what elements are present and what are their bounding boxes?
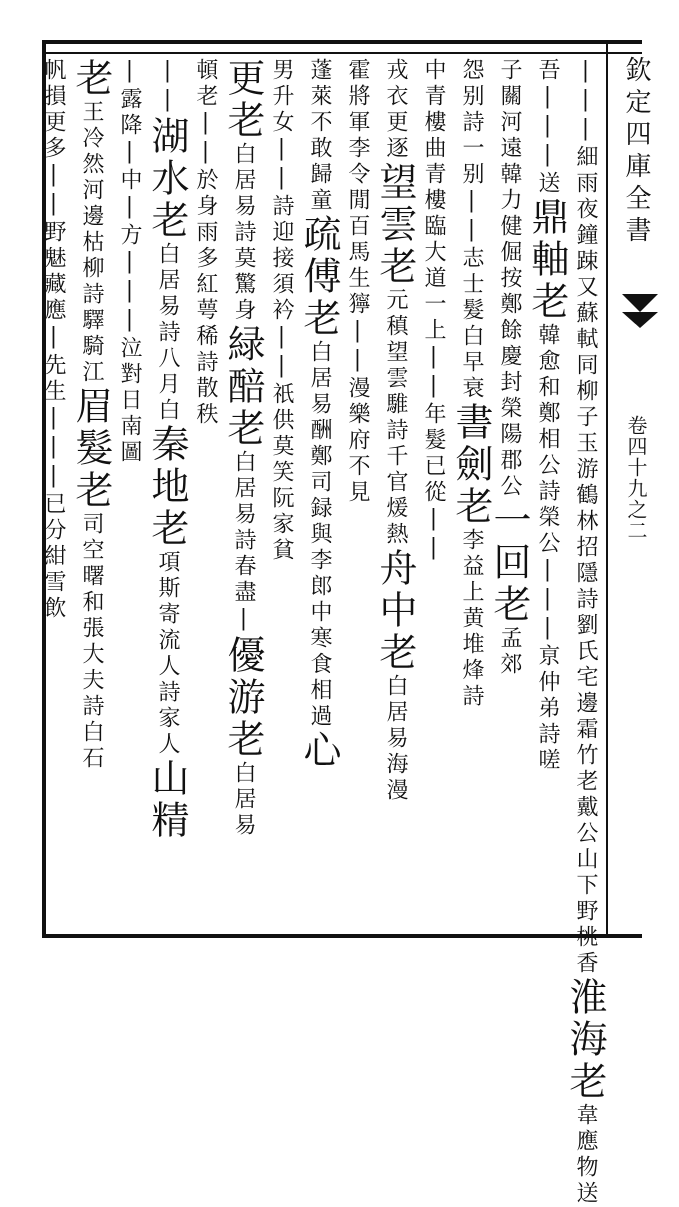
- entry-heading: 更老: [221, 58, 265, 142]
- entry-text: 仲弟詩嗟: [535, 670, 560, 774]
- entry-heading: 眉髮老: [69, 386, 113, 512]
- entry-text: 年髮已從||: [421, 402, 446, 564]
- entry-text: 頓老||: [193, 58, 218, 168]
- entry-heading: 山精: [145, 758, 189, 842]
- entry-heading: 淮海老: [563, 977, 607, 1103]
- divider-line: [42, 52, 642, 54]
- entry-text: ||: [155, 58, 180, 116]
- entry-text: 韋應物送: [573, 1103, 598, 1207]
- entry-heading: 一回老: [487, 500, 531, 626]
- entry-heading: 望雲老: [373, 162, 417, 288]
- entry-text: 祇供莫笑阮家貧: [269, 382, 294, 564]
- fish-tail-mark-icon: [620, 290, 660, 330]
- entry-text: 元稹望雲騅詩千官煖熱: [383, 288, 408, 548]
- entry-heading: 緑醅老: [221, 324, 265, 450]
- entry-text: 白居易酬鄭司録與李郎中寒食相過: [307, 340, 332, 730]
- entry-text: 司空曙和張大夫詩白石: [79, 512, 104, 772]
- entry-heading: 湖水老: [145, 116, 189, 242]
- entry-heading: 鼎軸老: [525, 197, 569, 323]
- entry-text: 雨多紅萼稀: [193, 220, 218, 350]
- entry-heading: 心: [297, 730, 341, 772]
- entry-text: 志士髮白早衰: [459, 246, 484, 402]
- entry-heading: 優游老: [221, 635, 265, 761]
- entry-heading: 舟中老: [373, 548, 417, 674]
- entry-text: 詩散秩: [193, 350, 218, 428]
- volume-label: 卷四十九之二: [624, 415, 648, 541]
- text-column: [30, 58, 76, 928]
- entry-text: 李令閒百馬生獰||: [345, 136, 370, 376]
- entry-text: 韓愈和鄭相公詩榮公|||: [535, 323, 560, 644]
- entry-text: 先生|||已分紺雪飲: [41, 353, 66, 622]
- entry-text: 李益上黄堆烽詩: [459, 528, 484, 710]
- entry-text: 子關河遠: [497, 58, 522, 162]
- entry-text: 怨别詩一别||: [459, 58, 484, 246]
- entry-heading: 書劍老: [449, 402, 493, 528]
- entry-text: 孟郊: [497, 626, 522, 678]
- entry-text: 吾|||: [535, 58, 560, 171]
- entry-text: 白居易詩莫驚身: [231, 142, 256, 324]
- entry-text: 送: [535, 171, 560, 197]
- entry-text: 招隱詩劉氏宅邊霜竹老戴公山下野桃香: [573, 535, 598, 977]
- entry-text: 帆損更多||野魅藏應|: [41, 58, 66, 353]
- entry-text: ||泣對日南圖: [117, 278, 142, 466]
- entry-text: 王冷然河邊枯柳詩驛騎江: [79, 100, 104, 386]
- entry-text: 蓬萊不敢歸童: [307, 58, 332, 214]
- entry-text: 白居易詩八月白: [155, 242, 180, 424]
- entry-text: |||細雨夜鐘踈又蘇軾同柳子玉游鶴林: [573, 58, 598, 535]
- entry-heading: 秦地老: [145, 424, 189, 550]
- entry-text: 白居易詩春盡|: [231, 450, 256, 635]
- entry-text: 白居易: [231, 761, 256, 839]
- entry-text: 韓力健倔按鄭餘慶封榮陽郡公: [497, 162, 522, 500]
- entry-text: 亰: [535, 644, 560, 670]
- entry-text: 詩迎接須衿||: [269, 194, 294, 382]
- entry-text: 霍將軍: [345, 58, 370, 136]
- entry-text: 白居易海漫: [383, 674, 408, 804]
- entry-text: 男升女||: [269, 58, 294, 194]
- book-title: 欽定四庫全書: [621, 56, 651, 248]
- entry-text: 漫樂府不見: [345, 376, 370, 506]
- entry-text: |: [117, 58, 142, 87]
- entry-text: 中青樓曲青樓臨大道一上||: [421, 58, 446, 402]
- entry-heading: 疏傅老: [297, 214, 341, 340]
- entry-text: 於身: [193, 168, 218, 220]
- entry-text: 項斯寄流人詩家人: [155, 550, 180, 758]
- entry-text: 露降|中|方|: [117, 87, 142, 278]
- entry-text: 戎衣更逐: [383, 58, 408, 162]
- entry-heading: 老: [69, 58, 113, 100]
